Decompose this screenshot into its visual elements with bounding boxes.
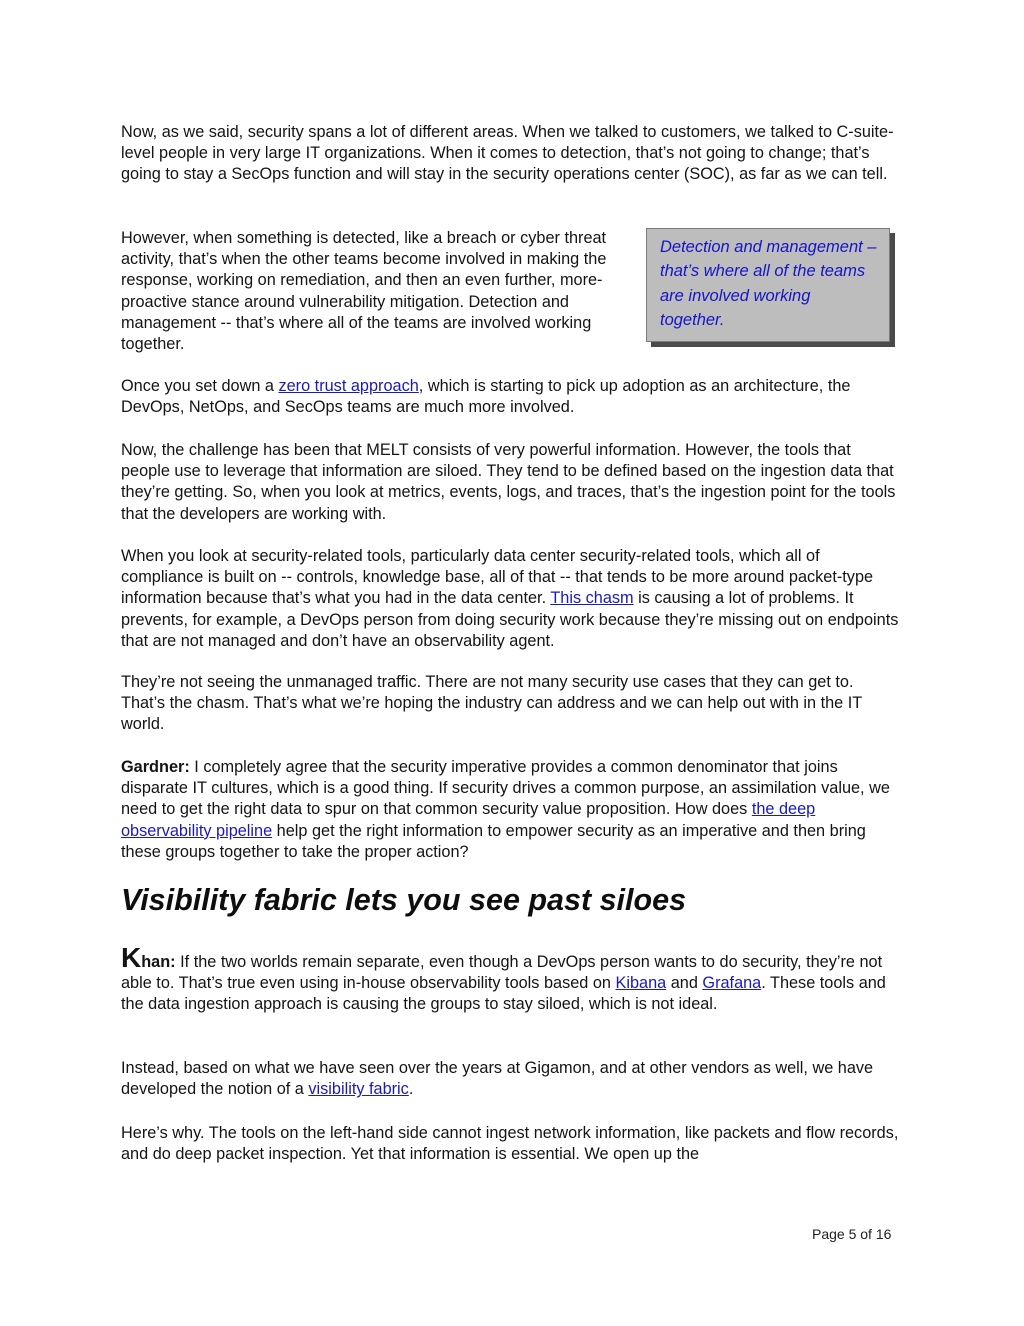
zero-trust-approach-link[interactable]: zero trust approach xyxy=(278,377,419,395)
paragraph-6: They’re not seeing the unmanaged traffic. There are not many security use cases that they can get to. That’s the chasm. That’s what we’re hoping the industry can address and we can help out with in the IT world. xyxy=(121,673,862,734)
paragraph-2: However, when something is detected, like a breach or cyber threat activity, that’s when the other teams become involved in making the response, working on remediation, and then an even further, more-proactive stance around vulnerability mitigation. Detection and management -- that’s where all of the teams are involved working together. xyxy=(121,229,607,354)
paragraph-10: Here’s why. The tools on the left-hand side cannot ingest network information, like packets and flow records, and do deep packet inspection. Yet that information is essential. We open up the xyxy=(121,1124,899,1164)
paragraph-8-text-c: . These tools and the data ingestion approach is causing the groups to stay siloed, which is not ideal. xyxy=(121,974,886,1014)
speaker-label-gardner: Gardner: xyxy=(121,758,190,776)
paragraph-5-text-b: is causing a lot of problems. It prevents, for example, a DevOps person from doing security work because they’re missing out on endpoints that are not managed and don’t have an observability agent. xyxy=(121,589,899,650)
paragraph-4: Now, the challenge has been that MELT consists of very powerful information. However, the tools that people use to leverage that information are siloed. They tend to be defined based on the ingestion data that they’re getting. So, when you look at metrics, events, logs, and traces, that’s the ingestion point for the tools that the developers are working with. xyxy=(121,441,896,523)
paragraph-3 xyxy=(121,376,901,418)
paragraph-7-text-a: I completely agree that the security imperative provides a common denominator that joins disparate IT cultures, which is a good thing. If security drives a common purpose, an assimilation value, we need to get the right data to spur on that common security value proposition. How does xyxy=(121,758,890,819)
this-chasm-link[interactable]: This chasm xyxy=(550,589,634,608)
paragraph-7-text-b: help get the right information to empower security as an imperative and then bring these groups together to take the proper action? xyxy=(121,821,866,861)
kibana-link[interactable]: Kibana xyxy=(615,974,667,993)
section-heading: Visibility fabric lets you see past siloes xyxy=(121,883,687,917)
visibility-fabric-link[interactable]: visibility fabric xyxy=(308,1080,409,1099)
paragraph-3-text-a: Once you set down a xyxy=(121,377,279,395)
paragraph-8 xyxy=(121,942,901,1016)
paragraph-8-text-b: and xyxy=(666,974,703,993)
pull-quote-box xyxy=(646,228,890,342)
page-number: Page 5 of 16 xyxy=(812,1226,892,1242)
drop-cap: K xyxy=(121,942,142,973)
paragraph-7 xyxy=(121,757,901,863)
pull-quote-text: Detection and management – that’s where all of the teams are involved working together. xyxy=(660,238,877,330)
paragraph-3-text-b: , which is starting to pick up adoption as an architecture, the DevOps, NetOps, and SecOps teams are much more involved. xyxy=(121,377,851,417)
paragraph-5-text-a: When you look at security-related tools, particularly data center security-related tools, which all of compliance is built on -- controls, knowledge base, all of that -- that tends to be more around packet-type information because that’s what you had in the data center. xyxy=(121,547,874,608)
grafana-link[interactable]: Grafana xyxy=(702,974,762,993)
paragraph-9-text-b: . xyxy=(408,1080,414,1099)
deep-observability-pipeline-link[interactable]: the deep observability pipeline xyxy=(121,800,816,840)
paragraph-1: Now, as we said, security spans a lot of different areas. When we talked to customers, we talked to C-suite-level people in very large IT organizations. When it comes to detection, that’s not going to change; that’s going to stay a SecOps function and will stay in the security operations center (SOC), as far as we can tell. xyxy=(121,123,894,184)
paragraph-5 xyxy=(121,546,901,652)
paragraph-9-text-a: Instead, based on what we have seen over the years at Gigamon, and at other vendors as well, we have developed the notion of a xyxy=(121,1059,874,1099)
speaker-label-khan: han: xyxy=(141,953,176,971)
paragraph-9 xyxy=(121,1058,901,1100)
paragraph-8-text-a: If the two worlds remain separate, even though a DevOps person wants to do security, they’re not able to. That’s true even using in-house observability tools based on xyxy=(121,953,883,993)
